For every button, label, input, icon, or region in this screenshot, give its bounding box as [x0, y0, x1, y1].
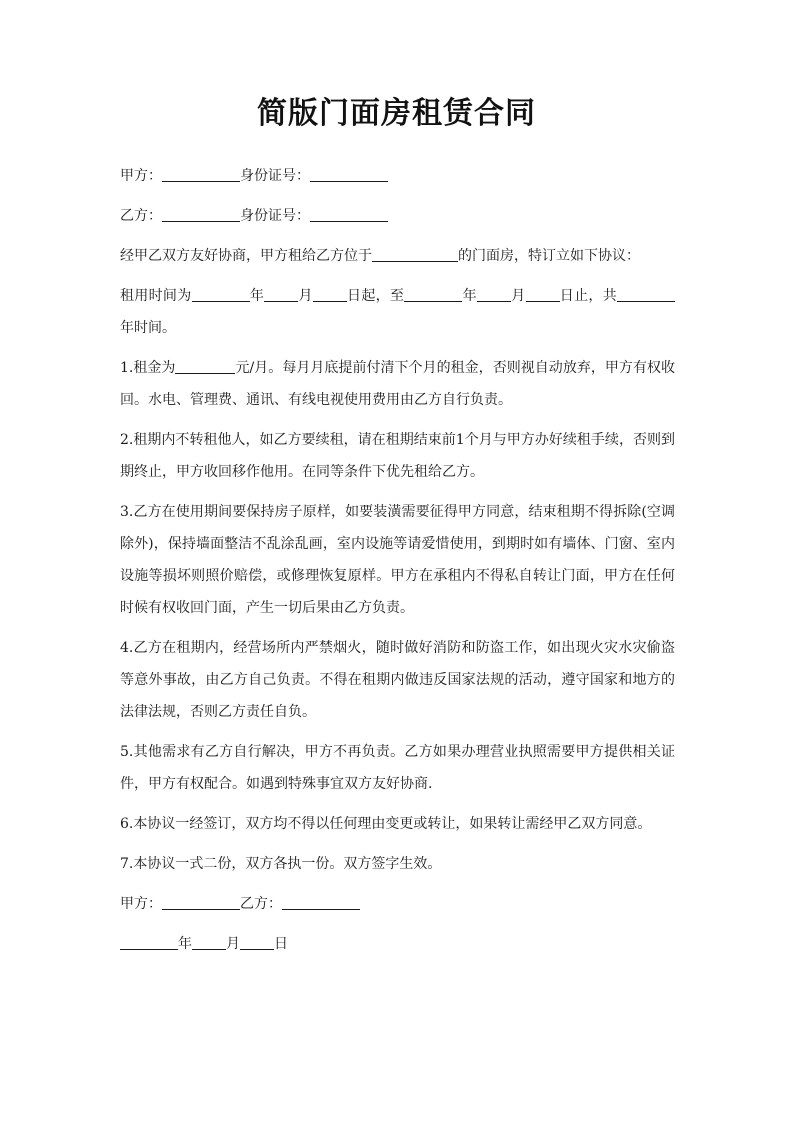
clause-3: 3.乙方在使用期间要保持房子原样，如要装潢需要征得甲方同意，结束租期不得拆除(空调除外)，保持墙面整洁不乱涂乱画，室内设施等请爱惜使用，到期时如有墙体、门窗、室内设施等损坏则照价赔偿，或修理恢复原样。甲方在承租内不得私自转让门面，甲方在任何时候有权收回门面，产生一切后果由乙方负责。	[120, 504, 675, 616]
clause-1-text-after: 元/月。每月月底提前付清下个月的租金，否则视自动放弃，甲方有权收回。水电、管理费、通讯、有线电视使用费用由乙方自行负责。	[120, 360, 676, 408]
date-day-blank	[240, 935, 274, 950]
clause-2: 2.租期内不转租他人，如乙方要续租，请在租期结束前1个月与甲方办好续租手续，否则到期终止，甲方收回移作他用。在同等条件下优先租给乙方。	[120, 432, 675, 480]
start-month-blank	[264, 287, 298, 302]
location-blank	[372, 247, 458, 262]
party-a-name-blank	[162, 167, 240, 182]
clause-6: 6.本协议一经签订，双方均不得以任何理由变更或转让，如果转让需经甲乙双方同意。	[120, 816, 652, 832]
total-years-blank	[617, 287, 675, 302]
party-a-id-label: 身份证号：	[240, 168, 310, 184]
end-month-blank	[477, 287, 511, 302]
term-text-4: 日起，至	[346, 288, 405, 304]
date-line	[120, 928, 675, 960]
document-title: 简版门面房租赁合同	[257, 96, 536, 131]
clause-7: 7.本协议一式二份，双方各执一份。双方签字生效。	[120, 856, 442, 872]
clause-1-text-before: 1.租金为	[120, 360, 176, 376]
party-a-label: 甲方：	[120, 168, 162, 184]
signature-party-a-label: 甲方：	[120, 896, 162, 912]
term-text-1: 租用时间为	[120, 288, 192, 304]
term-text-8: 年时间。	[120, 320, 176, 336]
term-text-5: 年	[462, 288, 477, 304]
signature-line	[120, 888, 675, 920]
term-text-6: 月	[510, 288, 526, 304]
term-text-2: 年	[249, 288, 265, 304]
party-b-line	[120, 200, 675, 232]
clause-1	[120, 352, 675, 416]
date-month-blank	[192, 935, 226, 950]
party-a-id-blank	[310, 167, 388, 182]
term-paragraph	[120, 280, 675, 344]
term-text-3: 月	[298, 288, 313, 304]
clause-4: 4.乙方在租期内，经营场所内严禁烟火，随时做好消防和防盗工作，如出现火灾水灾偷盗等意外事故，由乙方自己负责。不得在租期内做违反国家法规的活动，遵守国家和地方的法律法规，否则乙方责任自负。	[120, 640, 675, 720]
signature-party-b-blank	[282, 895, 360, 910]
party-b-id-label: 身份证号：	[240, 208, 310, 224]
start-year-blank	[192, 287, 250, 302]
date-year-blank	[120, 935, 178, 950]
end-year-blank	[404, 287, 462, 302]
intro-paragraph	[120, 240, 675, 272]
party-b-label: 乙方：	[120, 208, 162, 224]
date-year-label: 年	[178, 936, 192, 952]
contract-body	[120, 160, 675, 968]
party-b-id-blank	[310, 207, 388, 222]
intro-text-after: 的门面房，特订立如下协议：	[458, 248, 640, 264]
clause-5: 5.其他需求有乙方自行解决，甲方不再负责。乙方如果办理营业执照需要甲方提供相关证件，甲方有权配合。如遇到特殊事宜双方友好协商.	[120, 744, 675, 792]
signature-party-a-blank	[162, 895, 240, 910]
rent-amount-blank	[175, 359, 235, 374]
end-day-blank	[526, 287, 560, 302]
start-day-blank	[313, 287, 347, 302]
term-text-7: 日止，共	[559, 288, 618, 304]
date-month-label: 月	[226, 936, 240, 952]
party-a-line	[120, 160, 675, 192]
date-day-label: 日	[274, 936, 288, 952]
party-b-name-blank	[162, 207, 240, 222]
signature-party-b-label: 乙方：	[240, 896, 282, 912]
intro-text-before: 经甲乙双方友好协商，甲方租给乙方位于	[120, 248, 372, 264]
